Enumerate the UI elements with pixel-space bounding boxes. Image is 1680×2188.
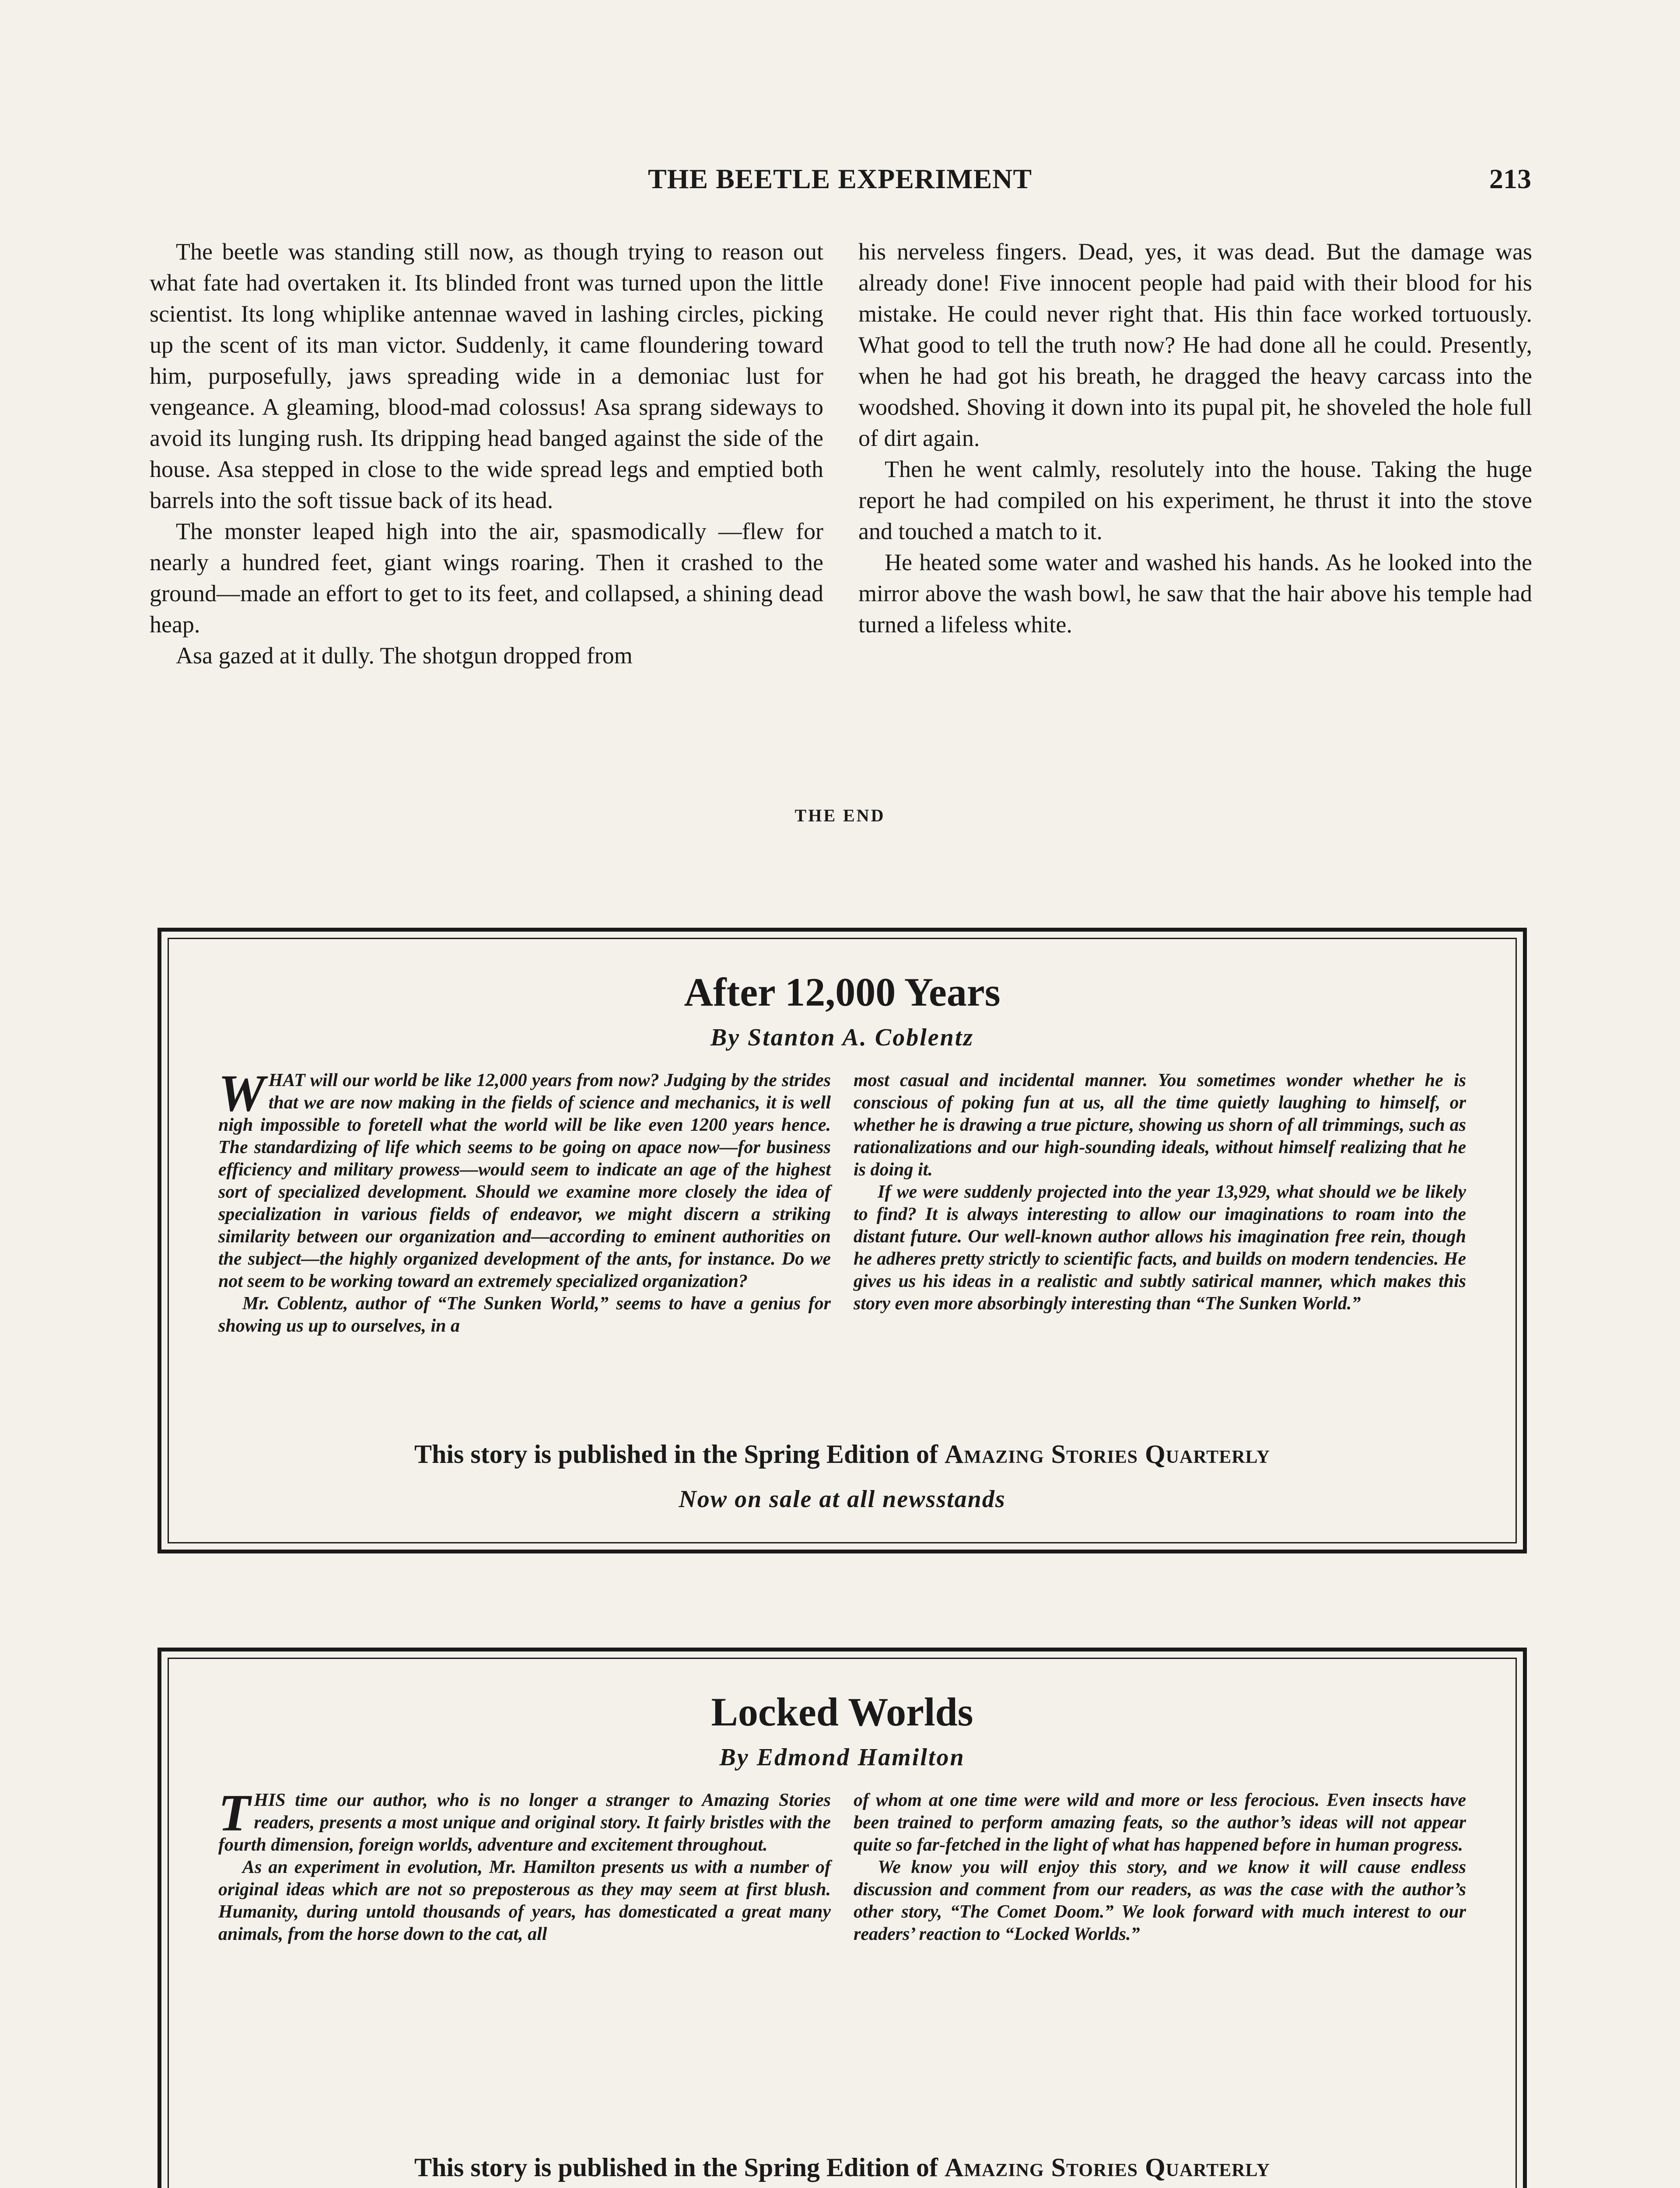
the-end-marker: THE END — [794, 806, 886, 825]
ad-paragraph — [218, 1784, 831, 1856]
page-number: 213 — [1489, 163, 1531, 194]
story-paragraph: The beetle was standing still now, as though trying to reason out what fate had overtaken it. Its blinded front was turned upon the little scientist. Its long whiplike antennae waved in lashing circles, picking up the scent of its man victor. Suddenly, it came floundering toward him, purposefully, jaws spreading wide in a demoniac lust for vengeance. A gleaming, blood-mad colossus! Asa sprang sideways to avoid its lunging rush. Its dripping head banged against the side of the house. Asa stepped in close to the wide spread legs and emptied both barrels into the soft tissue back of its head. — [150, 238, 823, 513]
ad-publication-line — [161, 1439, 1523, 1469]
ad-paragraph: of whom at one time were wild and more or less ferocious. Even insects have been trained to perform amazing feats, so the author’s ideas will not appear quite so far-fetched in the light of what has happened before in human progress. — [854, 1790, 1466, 1855]
ad-blurb-column-left — [218, 1784, 831, 1946]
ad-paragraph-text: HAT will our world be like 12,000 years from now? Judging by the strides that we are now making in the fields of science and mechanics, it is well nigh impossible to foretell what the world will be like even 1200 years hence. The standardizing of life which seems to be going on apace now—for business efficiency and military prowess—would seem to indicate an age of the highest sort of specialized development. Should we examine more closely the idea of specialization in various fields of endeavor, we might discern a striking similarity between our organization and—according to eminent authorities on the subject—the highly organized development of the ants, for instance. Do we not seem to be working toward an extremely specialized organization? — [218, 1070, 831, 1291]
ad-paragraph-text: HIS time our author, who is no longer a stranger to Amazing Stories readers, presents a most unique and original story. It fairly bristles with the fourth dimension, foreign worlds, adventure and excitement throughout. — [218, 1790, 831, 1855]
story-paragraph: his nerveless fingers. Dead, yes, it was dead. But the damage was already done! Five innocent people had paid with their blood for his mistake. He could never right that. His thin face worked tortuously. What good to tell the truth now? He had done all he could. Presently, when he had got his breath, he dragged the heavy carcass into the woodshed. Shoving it down into its pupal pit, he shoveled the hole full of dirt again. — [858, 238, 1532, 451]
ad-box-locked-worlds — [158, 1648, 1527, 2188]
ad-blurb-column-left — [218, 1064, 831, 1337]
ad-blurb — [218, 1064, 1466, 1337]
magazine-name: Amazing Stories Quarterly — [945, 1440, 1270, 1469]
pub-prefix: This story is published in the Spring Edition of — [414, 2153, 938, 2182]
ad-publication-line — [161, 2153, 1523, 2183]
ad-blurb — [218, 1784, 1466, 1946]
story-paragraph: The monster leaped high into the air, spasmodically —flew for nearly a hundred feet, giant wings roaring. Then it crashed to the ground—made an effort to get to its feet, and collapsed, a shining dead heap. — [150, 518, 823, 638]
story-column-right — [858, 236, 1532, 779]
ad-title: After 12,000 Years — [684, 970, 1001, 1014]
ad-byline: By Stanton A. Coblentz — [710, 1024, 974, 1051]
story-paragraph: He heated some water and washed his hands. As he looked into the mirror above the wash bowl, he saw that the hair above his temple had turned a lifeless white. — [858, 549, 1532, 638]
drop-cap: W — [218, 1064, 265, 1122]
story-text — [150, 236, 1532, 779]
ad-paragraph — [218, 1064, 831, 1293]
ad-blurb-column-right — [854, 1069, 1466, 1337]
ad-paragraph: As an experiment in evolution, Mr. Hamilton presents us with a number of original ideas which are not so preposterous as they may seem at first blush. Humanity, during untold thousands of years, has domesticated a great many animals, from the horse down to the cat, all — [218, 1857, 831, 1944]
story-paragraph: Asa gazed at it dully. The shotgun dropped from — [176, 642, 633, 669]
story-column-left — [150, 236, 823, 779]
ad-title: Locked Worlds — [711, 1690, 973, 1734]
running-title: THE BEETLE EXPERIMENT — [648, 163, 1032, 194]
story-paragraph: Then he went calmly, resolutely into the house. Taking the huge report he had compiled on his experiment, he thrust it into the stove and touched a match to it. — [858, 456, 1532, 544]
ad-paragraph: We know you will enjoy this story, and we know it will cause endless discussion and comment from our readers, as was the case with the author’s other story, “The Comet Doom.” We look forward with much interest to our readers’ reaction to “Locked Worlds.” — [854, 1857, 1466, 1944]
running-header — [149, 163, 1531, 211]
ad-byline: By Edmond Hamilton — [719, 1744, 965, 1771]
drop-cap: T — [218, 1784, 251, 1842]
ad-paragraph: Mr. Coblentz, author of “The Sunken World,” seems to have a genius for showing us up to ourselves, in a — [218, 1294, 831, 1336]
ad-paragraph: most casual and incidental manner. You sometimes wonder whether he is conscious of poking fun at us, all the time quietly laughing to himself, or whether he is drawing a true picture, showing us shorn of all trimmings, such as rationalizations and our high-sounding ideals, without himself realizing that he is doing it. — [854, 1070, 1466, 1180]
pub-prefix: This story is published in the Spring Edition of — [414, 1440, 938, 1469]
ad-blurb-column-right — [854, 1789, 1466, 1946]
magazine-name: Amazing Stories Quarterly — [945, 2153, 1270, 2182]
ad-sale-line: Now on sale at all newsstands — [679, 1486, 1006, 1513]
ad-box-after-12000-years — [158, 928, 1527, 1553]
ad-paragraph: If we were suddenly projected into the year 13,929, what should we be likely to find? It is always interesting to allow our imaginations to roam into the distant future. Our well-known author allows his imagination free rein, though he adheres pretty strictly to scientific facts, and builds on modern tendencies. He gives us his ideas in a realistic and subtly satirical manner, which makes this story even more absorbingly interesting than “The Sunken World.” — [854, 1182, 1466, 1314]
